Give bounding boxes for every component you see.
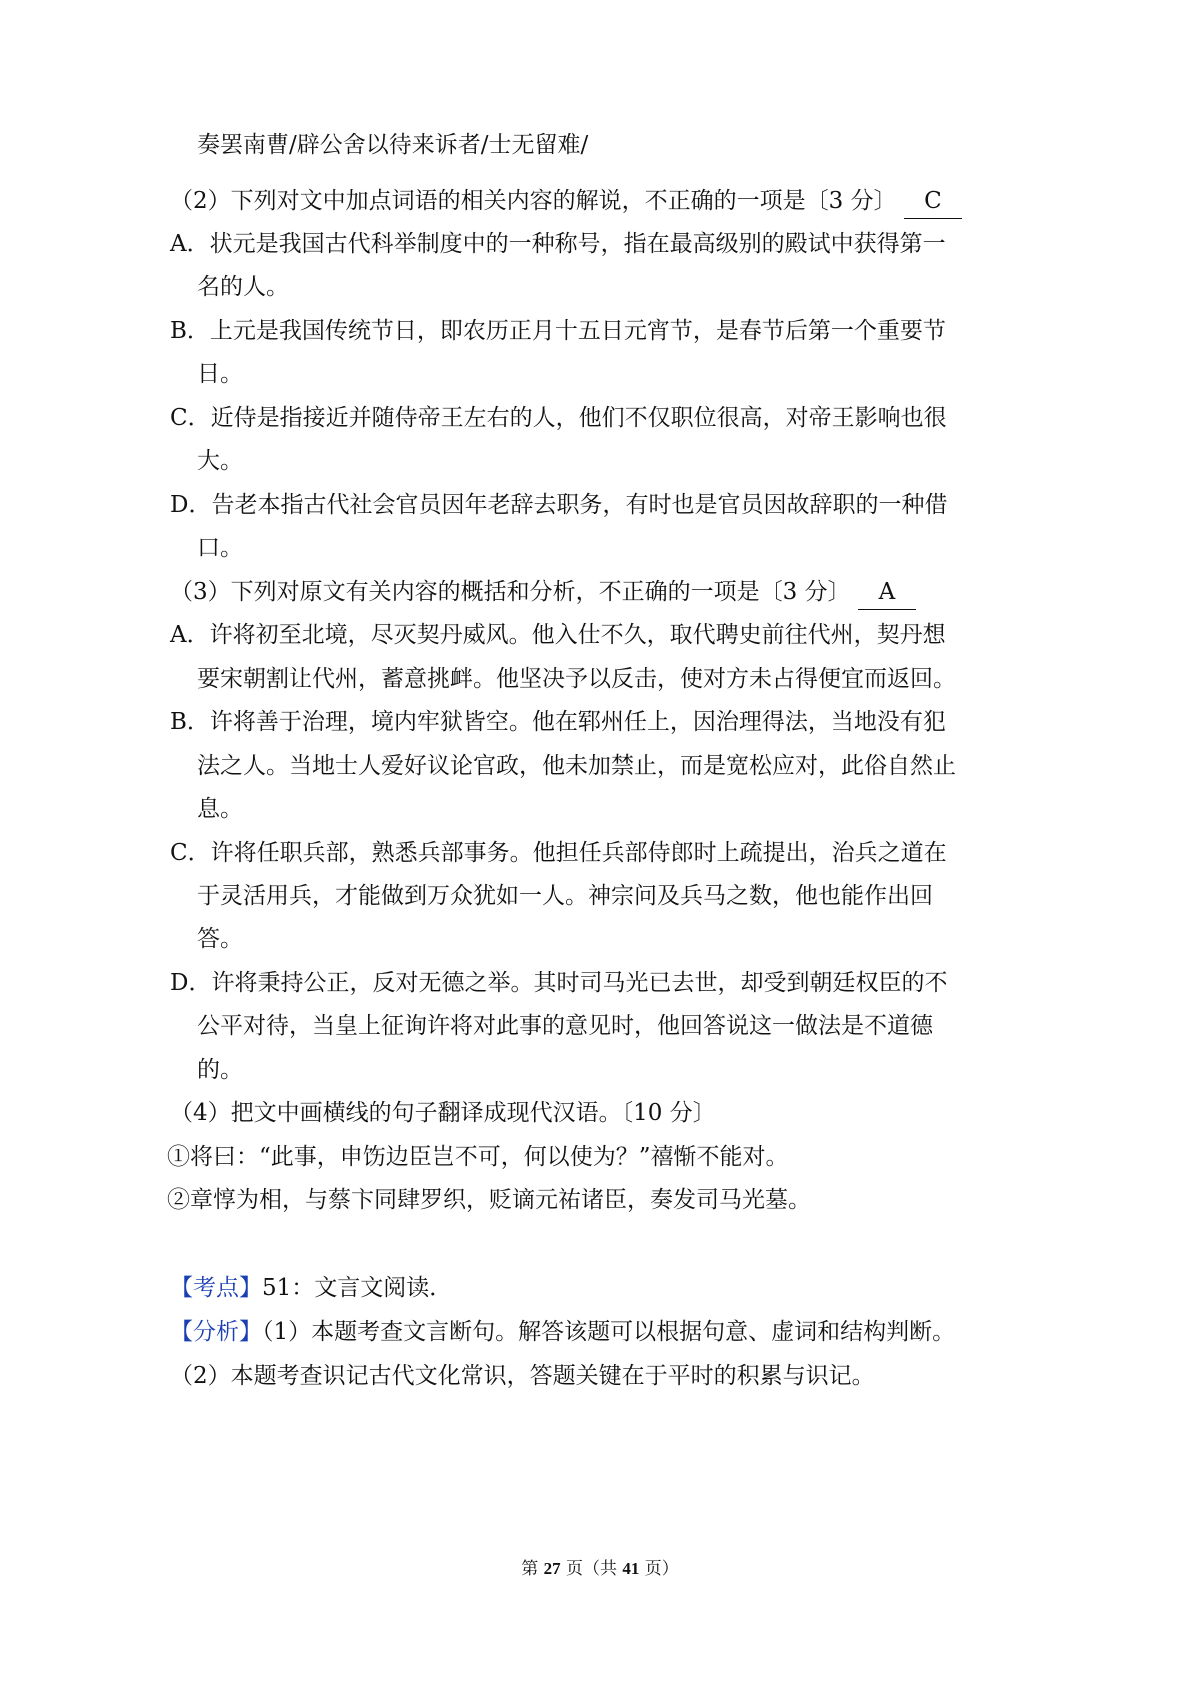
footer-total-pages: 41 [622, 1559, 640, 1578]
footer-suffix: 页） [639, 1559, 679, 1579]
question-4-sentence-2: ②章惇为相，与蔡卞同肆罗织，贬谪元祐诸臣，奏发司马光墓。 [167, 1187, 811, 1213]
kaodian-tag: 【考点】 [170, 1275, 262, 1301]
question-4-stem: （4）把文中画横线的句子翻译成现代汉语。〔10 分〕 [170, 1100, 716, 1126]
question-2-option-b-cont: 日。 [197, 361, 243, 387]
question-3-option-d-cont2: 的。 [197, 1057, 243, 1083]
question-2-option-c: C．近侍是指接近并随侍帝王左右的人，他们不仅职位很高，对帝王影响也很 [170, 405, 947, 431]
question-3-option-a: A．许将初至北境，尽灭契丹威风。他入仕不久，取代聘史前往代州，契丹想 [170, 622, 946, 648]
question-3-stem [170, 575, 916, 610]
footer-page-number: 27 [543, 1559, 561, 1578]
question-2-option-a: A．状元是我国古代科举制度中的一种称号，指在最高级别的殿试中获得第一 [170, 231, 946, 257]
question-3-option-c: C．许将任职兵部，熟悉兵部事务。他担任兵部侍郎时上疏提出，治兵之道在 [170, 840, 947, 866]
question-2-option-d-cont: 口。 [197, 535, 243, 561]
question-3-text: （3）下列对原文有关内容的概括和分析，不正确的一项是〔3 分〕 [170, 579, 851, 605]
question-4-sentence-1: ①将曰：“此事，申饬边臣岂不可，何以使为？”禧惭不能对。 [167, 1144, 789, 1170]
question-2-stem [170, 184, 962, 219]
question-3-option-c-cont2: 答。 [197, 926, 243, 952]
kaodian-text: 51：文言文阅读． [262, 1275, 453, 1301]
question-3-option-b: B．许将善于治理，境内牢狱皆空。他在郓州任上，因治理得法，当地没有犯 [170, 709, 946, 735]
footer-prefix: 第 [521, 1559, 544, 1579]
question-3-answer: A [858, 575, 916, 610]
question-3-option-c-cont: 于灵活用兵，才能做到万众犹如一人。神宗问及兵马之数，他也能作出回 [197, 883, 933, 909]
question-3-option-d: D．许将秉持公正，反对无德之举。其时司马光已去世，却受到朝廷权臣的不 [170, 970, 948, 996]
kaodian-line [170, 1271, 452, 1305]
fenxi-line-2: （2）本题考查识记古代文化常识，答题关键在于平时的积累与识记。 [170, 1363, 875, 1389]
question-3-option-b-cont: 法之人。当地士人爱好议论官政，他未加禁止，而是宽松应对，此俗自然止 [197, 753, 956, 779]
sentence-break-answer: 奏罢南曹/辟公舍以待来诉者/士无留难/ [197, 132, 589, 158]
question-2-option-d: D．告老本指古代社会官员因年老辞去职务，有时也是官员因故辞职的一种借 [170, 492, 948, 518]
question-3-option-b-cont2: 息。 [197, 796, 243, 822]
fenxi-text: （1）本题考查文言断句。解答该题可以根据句意、虚词和结构判断。 [262, 1319, 956, 1345]
fenxi-tag: 【分析】 [170, 1319, 262, 1345]
footer-middle: 页（共 [560, 1559, 623, 1579]
question-2-option-c-cont: 大。 [197, 448, 243, 474]
question-3-option-d-cont: 公平对待，当皇上征询许将对此事的意见时，他回答说这一做法是不道德 [197, 1013, 933, 1039]
fenxi-line [170, 1315, 955, 1349]
question-2-option-b: B．上元是我国传统节日，即农历正月十五日元宵节，是春节后第一个重要节 [170, 318, 946, 344]
question-2-text: （2）下列对文中加点词语的相关内容的解说，不正确的一项是〔3 分〕 [170, 188, 897, 214]
question-2-option-a-cont: 名的人。 [197, 274, 289, 300]
question-2-answer: C [904, 184, 962, 219]
page-footer [0, 1557, 1200, 1581]
question-3-option-a-cont: 要宋朝割让代州，蓄意挑衅。他坚决予以反击，使对方未占得便宜而返回。 [197, 666, 956, 692]
